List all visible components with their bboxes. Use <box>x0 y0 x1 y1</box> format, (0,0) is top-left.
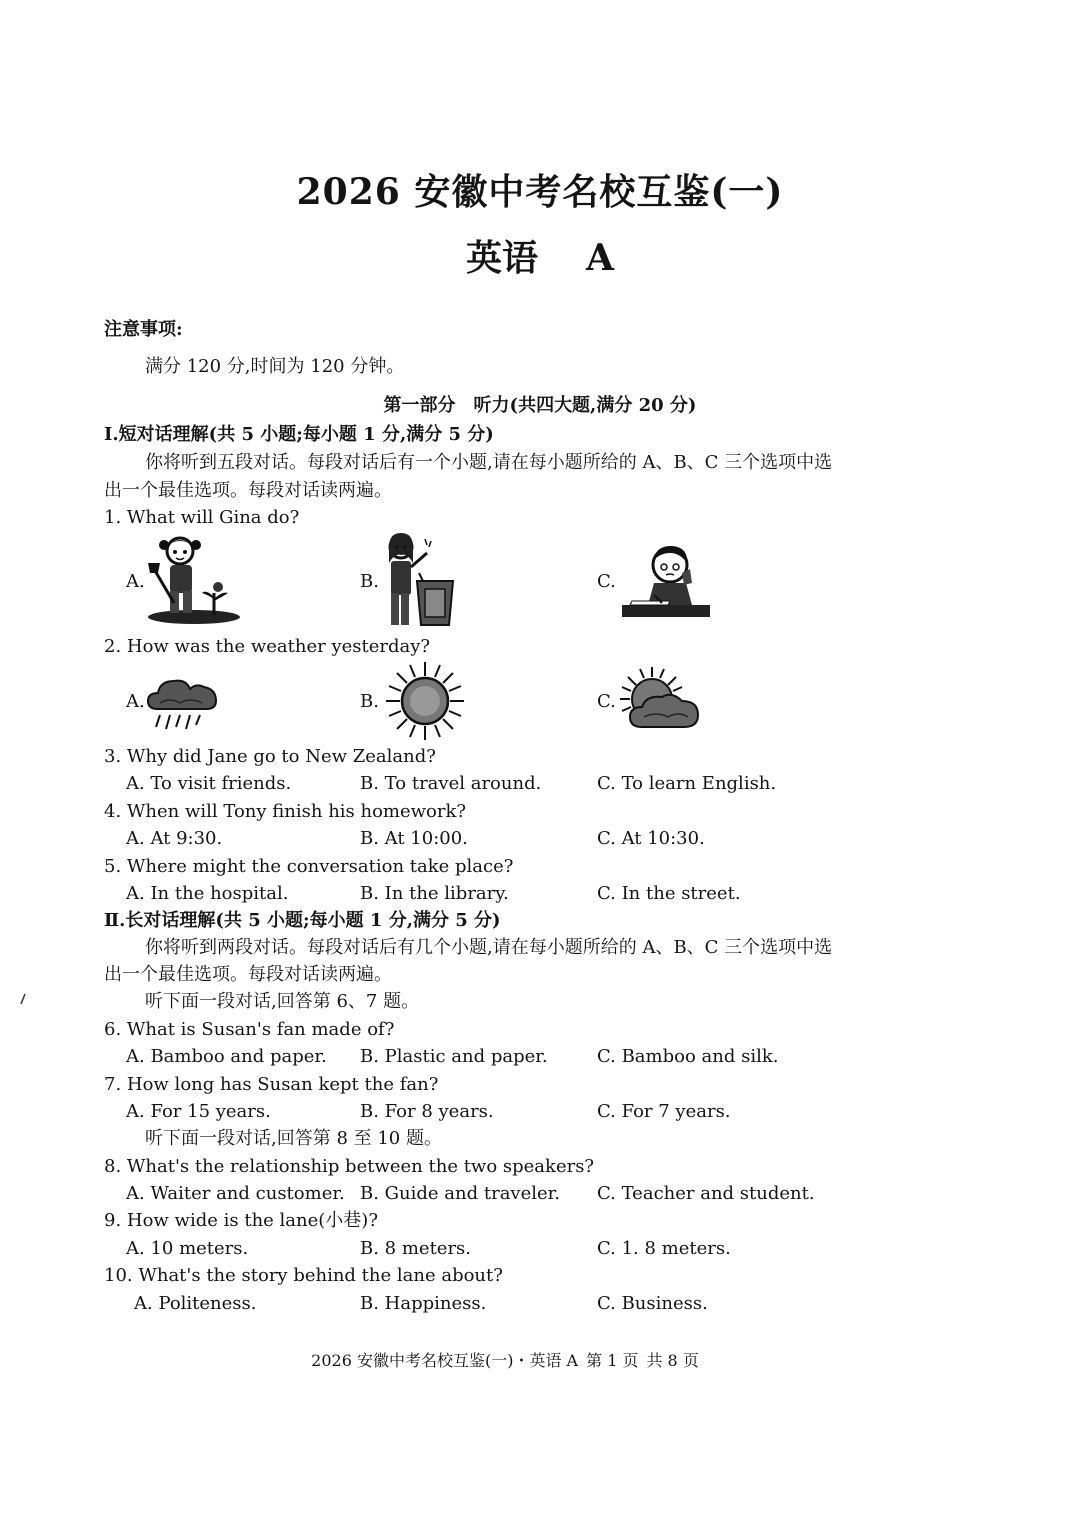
section2-sub-instruction-1: 听下面一段对话,回答第 6、7 题。 <box>145 991 420 1012</box>
q7-option-b: B. For 8 years. <box>360 1101 494 1122</box>
rain-cloud-icon <box>146 673 220 733</box>
q6-option-b: B. Plastic and paper. <box>360 1046 548 1067</box>
question-10: 10. What's the story behind the lane about? <box>104 1265 503 1286</box>
question-8: 8. What's the relationship between the two speakers? <box>104 1156 595 1177</box>
q2-option-b: B. <box>360 691 379 712</box>
boy-writing-icon <box>618 539 714 621</box>
q9-option-a: A. 10 meters. <box>126 1238 249 1259</box>
q2-option-c: C. <box>597 691 616 712</box>
notice-label: 注意事项: <box>104 319 183 340</box>
exam-subtitle <box>0 230 1080 281</box>
stray-mark <box>20 993 26 1005</box>
q5-option-a: A. In the hospital. <box>126 883 289 904</box>
q5-option-c: C. In the street. <box>597 883 741 904</box>
q1-option-b: B. <box>360 571 379 592</box>
subject-label: 英语 <box>466 237 539 279</box>
q8-option-a: A. Waiter and customer. <box>126 1183 345 1204</box>
question-9: 9. How wide is the lane(小巷)? <box>104 1210 378 1231</box>
question-1: 1. What will Gina do? <box>104 507 300 528</box>
q4-option-a: A. At 9:30. <box>126 828 223 849</box>
footer-page: 第 1 页 <box>586 1351 639 1370</box>
q8-option-c: C. Teacher and student. <box>597 1183 815 1204</box>
q4-option-b: B. At 10:00. <box>360 828 468 849</box>
section2-instruction-cont: 出一个最佳选项。每段对话读两遍。 <box>104 964 392 985</box>
section2-instruction: 你将听到两段对话。每段对话后有几个小题,请在每小题所给的 A、B、C 三个选项中选 <box>145 937 833 958</box>
section1-instruction-cont: 出一个最佳选项。每段对话读两遍。 <box>104 480 392 501</box>
q9-option-b: B. 8 meters. <box>360 1238 472 1259</box>
q9-option-c: C. 1. 8 meters. <box>597 1238 731 1259</box>
footer-title: 2026 安徽中考名校互鉴(一)・英语 A <box>311 1351 579 1370</box>
exam-title: 2026 安徽中考名校互鉴(一) <box>296 171 784 213</box>
q3-option-a: A. To visit friends. <box>126 773 292 794</box>
q8-option-b: B. Guide and traveler. <box>360 1183 561 1204</box>
q1-option-c: C. <box>597 571 616 592</box>
section2-sub-instruction-2: 听下面一段对话,回答第 8 至 10 题。 <box>145 1128 442 1149</box>
page-footer <box>0 1348 1010 1371</box>
q4-option-c: C. At 10:30. <box>597 828 705 849</box>
girl-speech-podium-icon <box>383 531 455 627</box>
girl-planting-tree-icon <box>144 533 244 625</box>
q5-option-b: B. In the library. <box>360 883 509 904</box>
question-3: 3. Why did Jane go to New Zealand? <box>104 746 436 767</box>
section2-heading: Ⅱ.长对话理解(共 5 小题;每小题 1 分,满分 5 分) <box>104 910 501 931</box>
question-7: 7. How long has Susan kept the fan? <box>104 1074 439 1095</box>
q6-option-a: A. Bamboo and paper. <box>126 1046 327 1067</box>
q10-option-c: C. Business. <box>597 1293 708 1314</box>
q6-option-c: C. Bamboo and silk. <box>597 1046 779 1067</box>
section1-instruction: 你将听到五段对话。每段对话后有一个小题,请在每小题所给的 A、B、C 三个选项中选 <box>145 452 833 473</box>
part1-heading: 第一部分 听力(共四大题,满分 20 分) <box>383 395 697 416</box>
q10-option-a: A. Politeness. <box>134 1293 257 1314</box>
sun-icon <box>384 660 466 742</box>
q3-option-c: C. To learn English. <box>597 773 777 794</box>
q3-option-b: B. To travel around. <box>360 773 542 794</box>
q1-option-a: A. <box>126 571 145 592</box>
version-label: A <box>586 237 614 279</box>
question-4: 4. When will Tony finish his homework? <box>104 801 467 822</box>
question-6: 6. What is Susan's fan made of? <box>104 1019 395 1040</box>
notice-text: 满分 120 分,时间为 120 分钟。 <box>145 356 405 377</box>
section1-heading: Ⅰ.短对话理解(共 5 小题;每小题 1 分,满分 5 分) <box>104 424 494 445</box>
q10-option-b: B. Happiness. <box>360 1293 487 1314</box>
sun-cloud-icon <box>618 665 702 735</box>
question-5: 5. Where might the conversation take place? <box>104 856 514 877</box>
question-2: 2. How was the weather yesterday? <box>104 636 431 657</box>
footer-total: 共 8 页 <box>646 1351 699 1370</box>
q2-option-a: A. <box>126 691 145 712</box>
q7-option-c: C. For 7 years. <box>597 1101 731 1122</box>
q7-option-a: A. For 15 years. <box>126 1101 271 1122</box>
